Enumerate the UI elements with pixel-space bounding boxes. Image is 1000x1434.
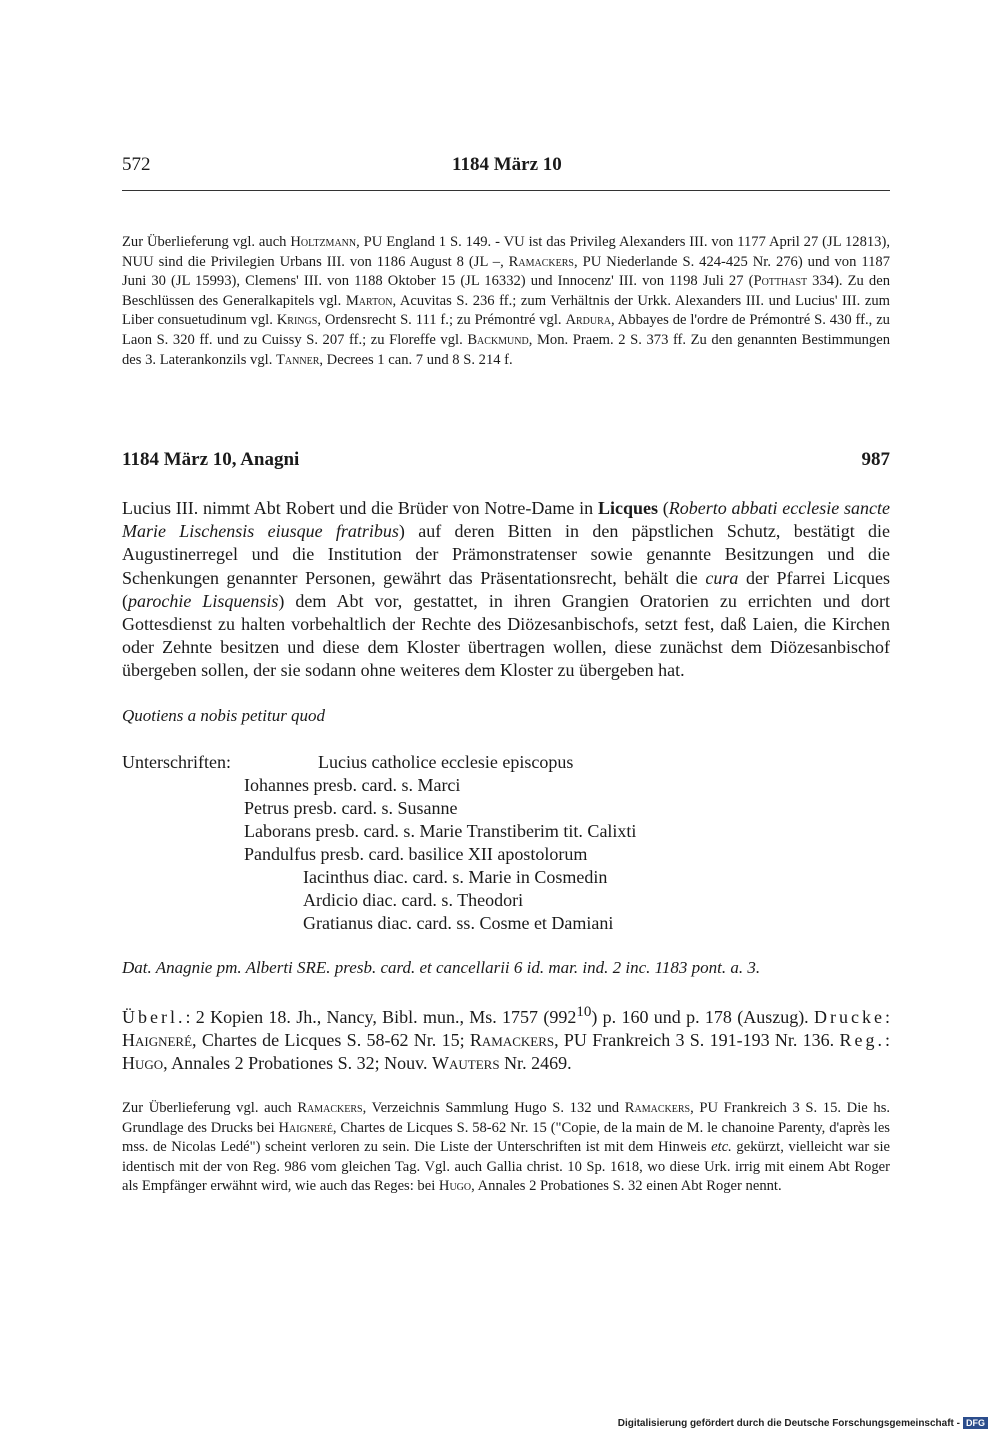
subscriptions-label: Unterschriften: <box>122 752 231 772</box>
tradition-section: Überl.: 2 Kopien 18. Jh., Nancy, Bibl. mun., Ms. 1757 $(992^{10})$ p. 160 und p. 178 (Auszug). Drucke: Haigneré, Chartes de Licques S. 58-62 Nr. 15; Ramackers, PU Frankreich 3 S. 191-193 Nr. 136. Reg.: Hugo, Annales 2 Probationes S. 32; Nouv. Wauters Nr. 2469. <box>122 1004 890 1074</box>
previous-entry-note: Zur Überlieferung vgl. auch Holtzmann, PU England 1 S. 149. - VU ist das Privileg Alexanders III. von 1177 April 27 (JL 12813), NUU sind die Privilegien Urbans III. von 1186 August 8 (JL –, Ramackers, PU Niederlande S. 424-425 Nr. 276) und von 1187 Juni 30 (JL 15993), Clemens' III. von 1188 Oktober 15 (JL 16332) und Innocenz' III. von 1198 Juli 27 (Potthast 334). Zu den Beschlüssen des Generalkapitels vgl. Marton, Acuvitas S. 236 ff.; zum Verhältnis der Urkk. Alexanders III. und Lucius' III. zum Liber consuetudinum vgl. Krings, Ordensrecht S. 111 f.; zu Prémontré vgl. Ardura, Abbayes de l'ordre de Prémontré S. 430 ff., zu Laon S. 320 ff. und zu Cuissy S. 207 ff.; zu Floreffe vgl. Backmund, Mon. Praem. 2 S. 373 ff. Zu den genannten Bestimmungen des 3. Laterankonzils vgl. Tanner, Decrees 1 can. 7 und 8 S. 214 f. <box>122 234 890 368</box>
place-name: Licques <box>597 498 658 518</box>
subscription-line: Gratianus diac. card. ss. Cosme et Damiani <box>303 913 614 933</box>
subscription-line: Iacinthus diac. card. s. Marie in Cosmedin <box>303 867 608 887</box>
subscription-line: Laborans presb. card. s. Marie Transtiberim tit. Calixti <box>244 821 637 841</box>
entry-number: 987 <box>861 449 890 470</box>
entry-date-place: 1184 März 10, Anagni <box>122 449 300 470</box>
footer-text: Digitalisierung gefördert durch die Deutsche Forschungsgemeinschaft - <box>617 1417 960 1429</box>
dfg-logo-icon: DFG <box>963 1417 988 1429</box>
subscription-line: Iohannes presb. card. s. Marci <box>244 775 461 795</box>
datum-line: Dat. Anagnie pm. Alberti SRE. presb. card. et cancellarii 6 id. mar. ind. 2 inc. 1183 pont. a. 3. <box>122 958 761 977</box>
subscription-line: Petrus presb. card. s. Susanne <box>244 798 458 818</box>
subscription-line: Pandulfus presb. card. basilice XII apostolorum <box>244 844 588 864</box>
incipit: Quotiens a nobis petitur quod <box>122 706 326 725</box>
entry-note: Zur Überlieferung vgl. auch Ramackers, Verzeichnis Sammlung Hugo S. 132 und Ramackers, PU Frankreich 3 S. 15. Die hs. Grundlage des Drucks bei Haigneré, Chartes de Licques S. 58-62 Nr. 15 ("Copie, de la main de M. le chanoine Parenty, d'après les mss. de Nicolas Ledé") scheint verloren zu sein. Die Liste der Unterschriften ist mit dem Hinweis etc. gekürzt, vielleicht war sie identisch mit der von Reg. 986 vom gleichen Tag. Vgl. auch Gallia christ. 10 Sp. 1618, wo diese Urk. irrig mit einem Abt Roger als Empfänger erwähnt wird, wie auch das Reges: bei Hugo, Annales 2 Probationes S. 32 einen Abt Roger nennt. <box>122 1100 891 1195</box>
running-title: 1184 März 10 <box>452 154 562 175</box>
digitization-footer <box>618 1417 988 1429</box>
subscription-pope: Lucius catholice ecclesie episcopus <box>318 752 574 772</box>
page-number: 572 <box>122 154 151 175</box>
subscription-line: Ardicio diac. card. s. Theodori <box>303 890 524 910</box>
regest-text: Lucius III. nimmt Abt Robert und die Brüder von Notre-Dame in Licques (Roberto abbati ecclesie sancte Marie Lischensis eiusque fratribus) auf deren Bitten in den päpstlichen Schutz, bestätigt die Augustinerregel und die Institution der Prämonstratenser sowie genannte Besitzungen und die Schenkungen genannter Personen, gewährt das Präsentationsrecht, behält die cura der Pfarrei Licques (parochie Lisquensis) dem Abt vor, gestattet, in ihren Grangien Oratorien zu errichten und dort Gottesdienst zu halten vorbehaltlich der Rechte des Diözesanbischofs, setzt fest, daß Laien, die Kirchen oder Zehnte besitzen und diese dem Kloster übertragen wollen, diese zunächst dem Diözesanbischof übergeben sollen, der sie sodann ohne weiteres dem Kloster zu übergeben hat. <box>122 498 891 681</box>
header-rule <box>122 190 890 191</box>
